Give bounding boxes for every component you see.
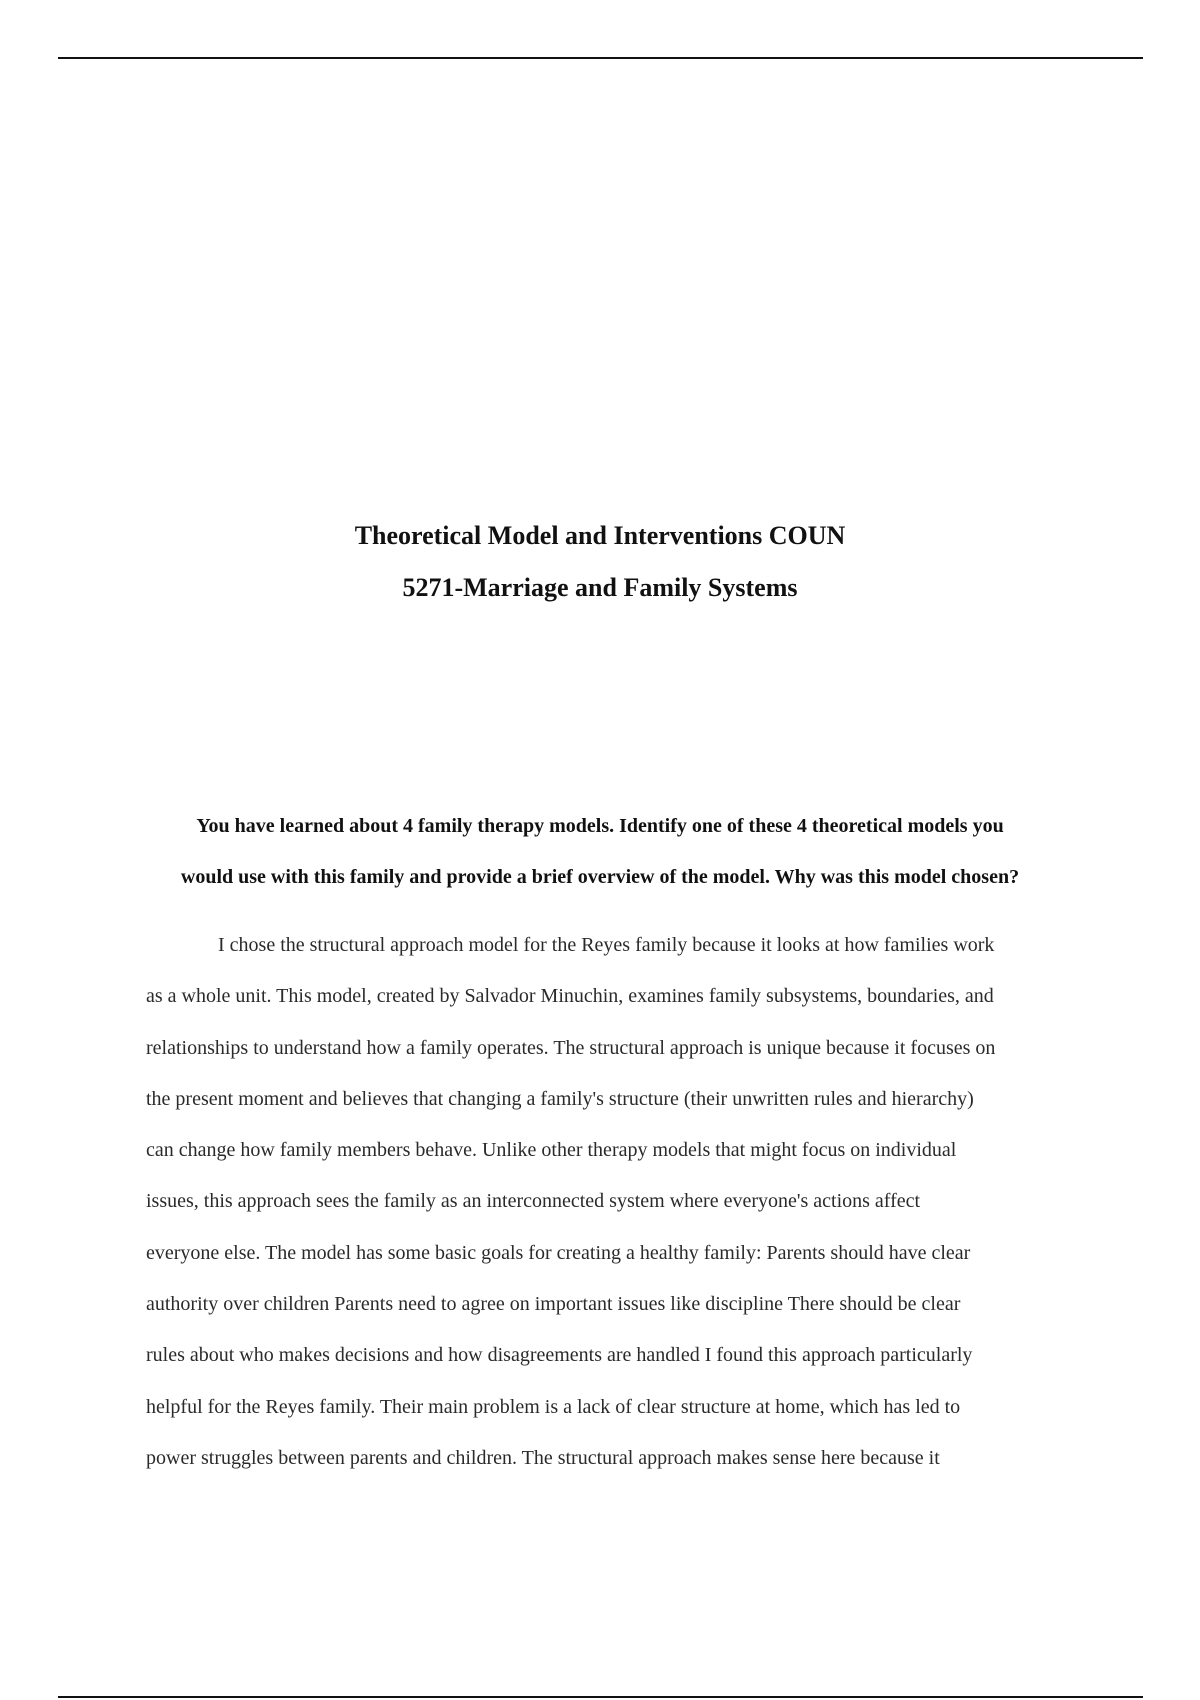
body-line: I chose the structural approach model for the Reyes family because it looks at how families work bbox=[218, 934, 995, 956]
title-line: 5271-Marriage and Family Systems bbox=[402, 573, 798, 602]
body-line: power struggles between parents and children. The structural approach makes sense here because it bbox=[146, 1446, 940, 1469]
body-line: authority over children Parents need to agree on important issues like discipline There should be clear bbox=[146, 1293, 961, 1316]
question-line: would use with this family and provide a brief overview of the model. Why was this model chosen? bbox=[180, 866, 1020, 888]
body-line: helpful for the Reyes family. Their main problem is a lack of clear structure at home, which has led to bbox=[146, 1395, 961, 1418]
question-line: You have learned about 4 family therapy models. Identify one of these 4 theoretical models you bbox=[196, 815, 1004, 837]
bottom-rule bbox=[58, 1696, 1143, 1698]
body-line: the present moment and believes that changing a family's structure (their unwritten rules and hierarchy) bbox=[146, 1087, 974, 1110]
body-line: issues, this approach sees the family as an interconnected system where everyone's actions affect bbox=[146, 1190, 921, 1213]
title-line: Theoretical Model and Interventions COUN bbox=[354, 521, 846, 550]
document-title bbox=[0, 510, 1200, 614]
top-rule bbox=[58, 57, 1143, 59]
body-line: rules about who makes decisions and how disagreements are handled I found this approach particularly bbox=[146, 1344, 973, 1367]
body-paragraph bbox=[146, 920, 1094, 1484]
body-line: relationships to understand how a family operates. The structural approach is unique because it focuses on bbox=[146, 1036, 996, 1059]
question-heading bbox=[130, 801, 1070, 903]
body-line: as a whole unit. This model, created by Salvador Minuchin, examines family subsystems, boundaries, and bbox=[146, 985, 994, 1008]
body-line: can change how family members behave. Unlike other therapy models that might focus on individual bbox=[146, 1139, 957, 1162]
body-line: everyone else. The model has some basic goals for creating a healthy family: Parents should have clear bbox=[146, 1241, 971, 1264]
